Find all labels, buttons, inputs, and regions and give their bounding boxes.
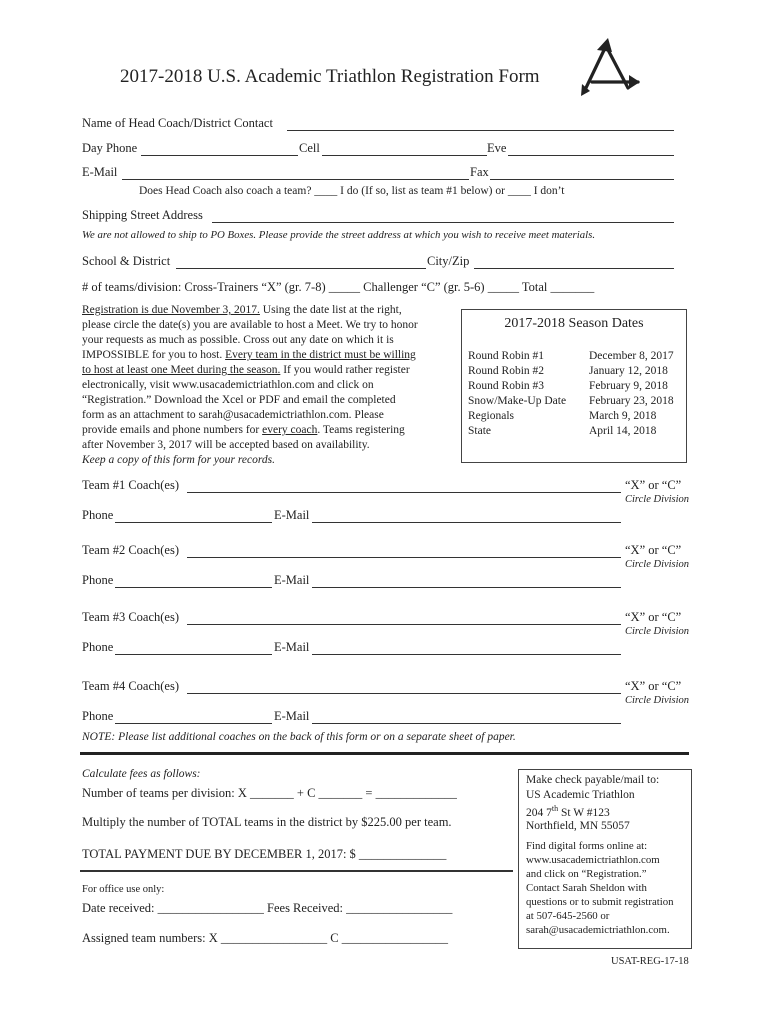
team-email-label: E-Mail xyxy=(274,709,310,723)
para-line: IMPOSSIBLE for you to host. xyxy=(82,349,226,361)
season-date[interactable]: December 8, 2017 xyxy=(589,350,674,362)
division-choice[interactable]: “X” or “C” xyxy=(625,543,682,557)
assigned-teams-line[interactable]: Assigned team numbers: X _________________ C _________________ xyxy=(82,931,448,945)
teams-per-division-line[interactable]: Number of teams per division: X _______ + C _______ = _____________ xyxy=(82,786,457,800)
due-date-text: Registration is due November 3, 2017. xyxy=(82,304,260,316)
team-email-field[interactable] xyxy=(312,522,621,523)
circle-division-hint: Circle Division xyxy=(625,559,690,570)
team-phone-field[interactable] xyxy=(115,522,272,523)
para-line: provide emails and phone numbers for xyxy=(82,424,263,436)
team-phone-field[interactable] xyxy=(115,723,272,724)
multiply-instruction: Multiply the number of TOTAL teams in the district by $225.00 per team. xyxy=(82,815,452,829)
online-line: questions or to submit registration xyxy=(526,896,674,908)
team-email-field[interactable] xyxy=(312,723,621,724)
para-line: “Registration.” Download the Xcel or PDF and email the completed xyxy=(82,394,396,406)
para-line: . Teams registering xyxy=(317,424,405,436)
team-coach-label: Team #1 Coach(es) xyxy=(82,478,180,492)
team-email-label: E-Mail xyxy=(274,573,310,587)
team-coach-label: Team #2 Coach(es) xyxy=(82,543,180,557)
fax-label: Fax xyxy=(470,165,489,179)
team-email-label: E-Mail xyxy=(274,508,310,522)
online-line: and click on “Registration.” xyxy=(526,868,647,880)
season-event[interactable]: Round Robin #3 xyxy=(468,380,545,392)
team-coach-field[interactable] xyxy=(187,693,621,694)
mail-address-line xyxy=(526,804,610,819)
para-line: please circle the date(s) you are available to host a Meet. We try to honor xyxy=(82,319,418,331)
season-event[interactable]: State xyxy=(468,425,491,437)
cell-label: Cell xyxy=(299,141,320,155)
school-field[interactable] xyxy=(176,268,426,269)
circle-division-hint: Circle Division xyxy=(625,494,690,505)
head-coach-label: Name of Head Coach/District Contact xyxy=(82,116,273,130)
additional-coaches-note: NOTE: Please list additional coaches on the back of this form or on a separate sheet of paper. xyxy=(82,731,516,743)
season-date[interactable]: March 9, 2018 xyxy=(589,410,657,422)
day-phone-label: Day Phone xyxy=(82,141,138,155)
mail-info-box xyxy=(518,769,692,949)
cell-field[interactable] xyxy=(322,155,487,156)
season-dates-title: 2017-2018 Season Dates xyxy=(504,316,644,331)
fax-field[interactable] xyxy=(490,179,674,180)
para-line: Using the date list at the right, xyxy=(259,304,402,316)
coach-team-question[interactable]: Does Head Coach also coach a team? ____ I do (If so, list as team #1 below) or ____ I don’t xyxy=(139,185,565,197)
teams-division-line[interactable]: # of teams/division: Cross-Trainers “X” (gr. 7-8) _____ Challenger “C” (gr. 5-6) _____ Total _______ xyxy=(82,280,595,294)
team-phone-label: Phone xyxy=(82,508,114,522)
every-coach-text: every coach xyxy=(262,424,318,436)
para-line: your requests as much as possible. Cross out any date on which it is xyxy=(82,334,394,346)
head-coach-field[interactable] xyxy=(287,130,674,131)
circle-division-hint: Circle Division xyxy=(625,626,690,637)
online-line: Find digital forms online at: xyxy=(526,840,648,852)
team-phone-field[interactable] xyxy=(115,587,272,588)
season-date[interactable]: February 23, 2018 xyxy=(589,395,674,407)
eve-field[interactable] xyxy=(508,155,674,156)
cityzip-field[interactable] xyxy=(474,268,674,269)
school-label: School & District xyxy=(82,254,171,268)
division-choice[interactable]: “X” or “C” xyxy=(625,679,682,693)
team-phone-label: Phone xyxy=(82,640,114,654)
team-coach-field[interactable] xyxy=(187,624,621,625)
team-email-label: E-Mail xyxy=(274,640,310,654)
team-coach-field[interactable] xyxy=(187,492,621,493)
office-use-label: For office use only: xyxy=(82,884,165,895)
section-divider xyxy=(80,752,689,755)
season-event[interactable]: Round Robin #1 xyxy=(468,350,545,362)
mail-line: Northfield, MN 55057 xyxy=(526,820,630,832)
para-line: after November 3, 2017 will be accepted based on availability. xyxy=(82,439,370,451)
season-date[interactable]: April 14, 2018 xyxy=(589,425,657,437)
day-phone-field[interactable] xyxy=(141,155,298,156)
team-phone-field[interactable] xyxy=(115,654,272,655)
calculate-fees-label: Calculate fees as follows: xyxy=(82,768,201,780)
shipping-field[interactable] xyxy=(212,222,674,223)
page-title: 2017-2018 U.S. Academic Triathlon Registration Form xyxy=(120,66,540,87)
host-requirement-text: Every team in the district must be willing xyxy=(225,349,416,361)
season-event[interactable]: Snow/Make-Up Date xyxy=(468,395,567,407)
team-phone-label: Phone xyxy=(82,709,114,723)
para-line: If you would rather register xyxy=(280,364,410,376)
office-divider xyxy=(80,870,513,872)
para-line: electronically, visit www.usacademictriathlon.com and click on xyxy=(82,379,374,391)
team-email-field[interactable] xyxy=(312,654,621,655)
online-line: Contact Sarah Sheldon with xyxy=(526,882,647,894)
address-street-number: 204 7 xyxy=(526,806,552,819)
cityzip-label: City/Zip xyxy=(427,254,470,268)
season-date[interactable]: January 12, 2018 xyxy=(589,365,668,377)
date-received-line[interactable]: Date received: _________________ Fees Received: _________________ xyxy=(82,901,453,915)
registration-paragraph xyxy=(82,303,418,468)
form-code: USAT-REG-17-18 xyxy=(611,956,689,967)
shipping-note: We are not allowed to ship to PO Boxes. Please provide the street address at which you wish to receive meet materials. xyxy=(82,229,596,241)
mail-line: Make check payable/mail to: xyxy=(526,774,660,786)
mail-line: US Academic Triathlon xyxy=(526,789,635,801)
team-coach-label: Team #3 Coach(es) xyxy=(82,610,180,624)
season-event[interactable]: Round Robin #2 xyxy=(468,365,545,377)
season-date[interactable]: February 9, 2018 xyxy=(589,380,668,392)
season-event[interactable]: Regionals xyxy=(468,410,514,422)
shipping-label: Shipping Street Address xyxy=(82,208,203,222)
triangle-arrows-logo xyxy=(578,36,642,98)
address-street-rest: St W #123 xyxy=(558,806,610,819)
circle-division-hint: Circle Division xyxy=(625,695,690,706)
team-email-field[interactable] xyxy=(312,587,621,588)
online-line: sarah@usacademictriathlon.com. xyxy=(526,924,670,936)
season-dates-box xyxy=(461,309,687,463)
para-line: form as an attachment to sarah@usacademictriathlon.com. Please xyxy=(82,409,384,421)
online-line: at 507-645-2560 or xyxy=(526,910,610,922)
address-ordinal: th xyxy=(551,804,559,813)
eve-label: Eve xyxy=(487,141,507,155)
email-label: E-Mail xyxy=(82,165,118,179)
email-field[interactable] xyxy=(122,179,469,180)
division-choice[interactable]: “X” or “C” xyxy=(625,610,682,624)
keep-copy-note: Keep a copy of this form for your records. xyxy=(82,454,276,466)
team-coach-field[interactable] xyxy=(187,557,621,558)
total-payment-line[interactable]: TOTAL PAYMENT DUE BY DECEMBER 1, 2017: $ ______________ xyxy=(82,847,447,861)
online-line: www.usacademictriathlon.com xyxy=(526,854,660,866)
division-choice[interactable]: “X” or “C” xyxy=(625,478,682,492)
host-requirement-text-cont: to host at least one Meet during the season. xyxy=(82,364,281,376)
team-phone-label: Phone xyxy=(82,573,114,587)
team-coach-label: Team #4 Coach(es) xyxy=(82,679,180,693)
